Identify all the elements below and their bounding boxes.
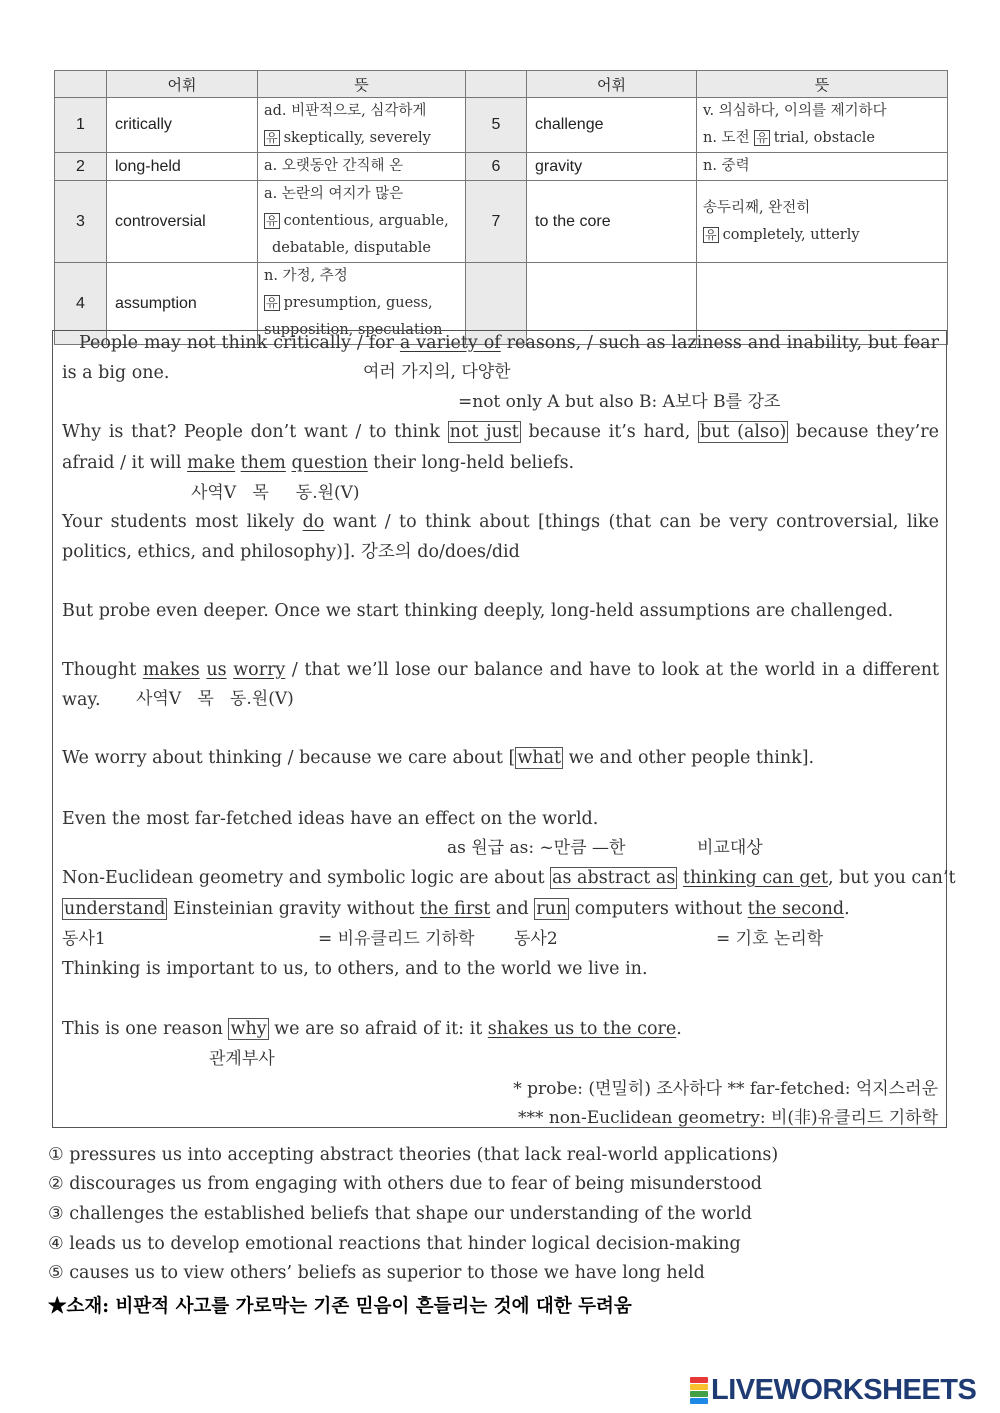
- logo-stripe: [690, 1391, 708, 1397]
- passage-line: People may not think critically / for a variety of reasons, / such as laziness and inability, but fear: [79, 333, 939, 353]
- vocab-word: to the core: [527, 181, 697, 263]
- annotation: 동사2: [514, 929, 558, 949]
- passage-box: [52, 330, 956, 1128]
- vocab-header-meaning: 뜻: [258, 71, 466, 98]
- passage-line: Thought makes us worry / that we’ll lose our balance and have to look at the world in a different: [62, 660, 939, 680]
- passage-line: This is one reason why we are so afraid of it: it shakes us to the core.: [62, 1019, 682, 1039]
- annotation: =not only A but also B: A보다 B를 강조: [458, 392, 781, 412]
- footnote: * probe: (면밀히) 조사하다 ** far-fetched: 억지스러운: [513, 1079, 938, 1099]
- vocab-row: 4 assumption n. 가정, 추정 유 presumption, guess, supposition, speculation: [55, 263, 948, 345]
- vocab-word: long-held: [107, 153, 258, 181]
- logo-text: LIVEWORKSHEETS: [711, 1373, 977, 1406]
- footnote: *** non-Euclidean geometry: 비(非)유클리드 기하학: [517, 1108, 938, 1128]
- annotation: as 원급 as: ~만큼 —한: [447, 838, 626, 858]
- vocab-meaning: n. 가정, 추정 유 presumption, guess, supposition, speculation: [258, 263, 466, 345]
- passage-line: Your students most likely do want / to think about [things (that can be very controversial, like: [62, 512, 939, 532]
- vocab-meaning: n. 중력: [697, 153, 948, 181]
- annotation: 여러 가지의, 다양한: [363, 362, 511, 382]
- annotation: = 기호 논리학: [716, 929, 824, 949]
- vocab-word: gravity: [527, 153, 697, 181]
- passage-line: Why is that? People don’t want / to think not just because it’s hard, but (also) because they’re: [62, 422, 939, 442]
- passage-line: Non-Euclidean geometry and symbolic logic are about as abstract as thinking can get, but you can’t: [62, 868, 956, 888]
- passage-line: understand Einsteinian gravity without the first and run computers without the second.: [64, 899, 850, 919]
- vocab-word: controversial: [107, 181, 258, 263]
- passage-line: way.: [62, 690, 101, 710]
- answer-option-5[interactable]: ⑤ causes us to view others’ beliefs as superior to those we have long held: [48, 1263, 705, 1283]
- vocab-header-meaning: 뜻: [697, 71, 948, 98]
- annotation: 사역V 목 동.원(V): [136, 689, 294, 709]
- answer-option-2[interactable]: ② discourages us from engaging with others due to fear of being misunderstood: [48, 1174, 762, 1194]
- passage-line: politics, ethics, and philosophy)]. 강조의 do/does/did: [62, 542, 520, 562]
- synonym-mark: 유: [756, 131, 768, 145]
- synonym-mark: 유: [266, 296, 278, 310]
- vocab-meaning: v. 의심하다, 이의를 제기하다 n. 도전 유 trial, obstacle: [697, 98, 948, 153]
- vocab-meaning: a. 오랫동안 간직해 온: [258, 153, 466, 181]
- synonym-mark: 유: [705, 227, 717, 242]
- vocab-table: [54, 70, 948, 345]
- vocab-row: 2 long-held a. 오랫동안 간직해 온 6 gravity n. 중력: [55, 153, 948, 181]
- liveworksheets-logo: [690, 1375, 976, 1405]
- annotation: = 비유클리드 기하학: [318, 929, 475, 949]
- vocab-word: assumption: [107, 263, 258, 345]
- logo-stripes-icon: [690, 1377, 708, 1404]
- passage-line: is a big one.: [62, 363, 170, 383]
- vocab-row: 1 critically ad. 비판적으로, 심각하게 유 skeptically, severely 5 challenge v. 의심하다, 이의를 제기하다 n. 도전 유 trial, obstacle: [55, 98, 948, 153]
- vocab-word: challenge: [527, 98, 697, 153]
- annotation: 사역V 목 동.원(V): [191, 483, 360, 503]
- vocab-header-row: [55, 71, 948, 98]
- vocab-meaning: ad. 비판적으로, 심각하게 유 skeptically, severely: [258, 98, 466, 153]
- logo-stripe: [690, 1377, 708, 1383]
- passage-line: Even the most far-fetched ideas have an effect on the world.: [62, 809, 599, 829]
- answer-option-4[interactable]: ④ leads us to develop emotional reactions that hinder logical decision-making: [48, 1234, 741, 1254]
- passage-line: We worry about thinking / because we care about [ what we and other people think].: [62, 748, 815, 768]
- passage-line: Thinking is important to us, to others, and to the world we live in.: [62, 959, 648, 979]
- vocab-word: critically: [107, 98, 258, 153]
- annotation: 동사1: [62, 929, 106, 949]
- synonym-mark: 유: [266, 131, 278, 145]
- answer-option-3[interactable]: ③ challenges the established beliefs that shape our understanding of the world: [48, 1204, 752, 1224]
- passage-line: But probe even deeper. Once we start thinking deeply, long-held assumptions are challenged.: [62, 601, 894, 621]
- vocab-row: 3 controversial a. 논란의 여지가 많은 유 contentious, arguable, debatable, disputable 7 to the core 송두리째, 완전히 유 completely, utterly: [55, 181, 948, 263]
- topic-summary: ★소재: 비판적 사고를 가로막는 기존 믿음이 흔들리는 것에 대한 두려움: [48, 1296, 632, 1317]
- logo-stripe: [690, 1384, 708, 1390]
- logo-stripe: [690, 1398, 708, 1404]
- vocab-header-word: 어휘: [107, 71, 258, 98]
- passage-line: afraid / it will make them question their long-held beliefs.: [62, 453, 575, 473]
- vocab-header-word: 어휘: [527, 71, 697, 98]
- vocab-meaning: 송두리째, 완전히 유 completely, utterly: [697, 181, 948, 263]
- answer-option-1[interactable]: ① pressures us into accepting abstract theories (that lack real-world applications): [48, 1145, 779, 1165]
- vocab-meaning: a. 논란의 여지가 많은 유 contentious, arguable, debatable, disputable: [258, 181, 466, 263]
- synonym-mark: 유: [266, 214, 278, 228]
- annotation: 비교대상: [697, 838, 763, 858]
- annotation: 관계부사: [209, 1049, 275, 1069]
